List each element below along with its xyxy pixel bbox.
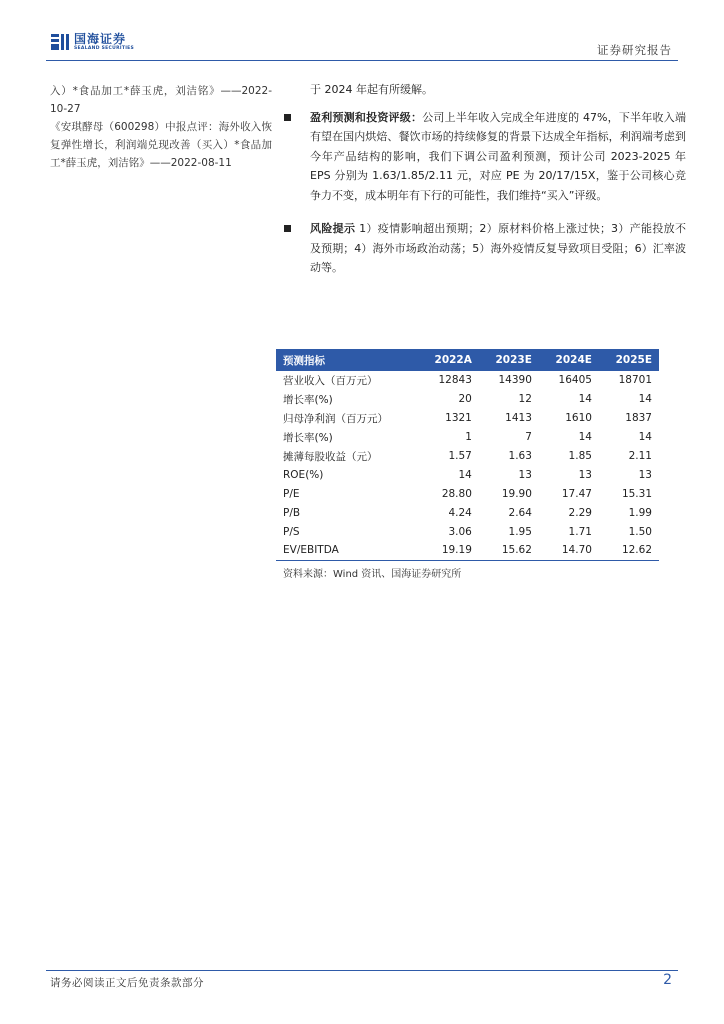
table-cell: 12843	[438, 374, 472, 387]
table-cell: 15.31	[621, 487, 652, 500]
forecast-section	[282, 108, 686, 206]
main-content	[282, 80, 686, 278]
table-cell: 7	[525, 431, 532, 444]
table-cell: 12	[518, 393, 532, 406]
table-cell: 28.80	[441, 487, 472, 500]
table-cell: 1	[465, 431, 472, 444]
related-reports	[50, 82, 272, 172]
table-cell: 1.50	[628, 525, 652, 538]
forecast-table-wrapper	[276, 349, 659, 580]
table-cell: 14	[578, 431, 592, 444]
table-row	[276, 390, 659, 409]
table-cell: 12.62	[599, 541, 659, 560]
table-row-label: P/E	[283, 487, 300, 500]
table-cell: 14.70	[539, 541, 599, 560]
table-row-label: 摊薄每股收益（元）	[283, 450, 378, 463]
table-cell: 14390	[498, 374, 532, 387]
table-cell: 13	[638, 468, 652, 481]
logo-name-en: SEALAND SECURITIES	[74, 45, 135, 51]
sealand-logo-icon	[50, 32, 70, 52]
table-cell: 2.64	[508, 506, 532, 519]
table-header-row	[276, 349, 659, 371]
table-header-cell: 预测指标	[283, 354, 325, 367]
table-header-cell: 2023E	[495, 354, 532, 366]
table-row-label: 增长率(%)	[283, 393, 333, 406]
table-row	[276, 541, 659, 560]
table-row-label: ROE(%)	[283, 468, 324, 481]
table-cell: 14	[638, 431, 652, 444]
related-report-item[interactable]: 入）*食品加工*薛玉虎，刘洁铭》——2022-10-27	[50, 85, 272, 115]
table-row-label: EV/EBITDA	[276, 541, 418, 560]
risk-title: 风险提示	[310, 222, 356, 235]
forecast-title: 盈利预测和投资评级：	[310, 110, 423, 124]
table-cell: 4.24	[448, 506, 472, 519]
table-row-label: 营业收入（百万元）	[283, 374, 378, 387]
table-cell: 14	[578, 393, 592, 406]
table-cell: 16405	[558, 374, 592, 387]
risk-text: 1）疫情影响超出预期；2）原材料价格上涨过快；3）产能投放不及预期；4）海外市场政治动荡；5）海外疫情反复导致项目受阻；6）汇率波动等。	[310, 222, 686, 274]
table-cell: 1413	[505, 412, 532, 425]
table-cell: 15.62	[479, 541, 539, 560]
table-row	[276, 371, 659, 390]
table-cell: 1.85	[568, 450, 592, 462]
continuation-paragraph: 于 2024 年起有所缓解。	[310, 83, 433, 96]
table-row-label: 增长率(%)	[283, 431, 333, 444]
table-cell: 18701	[618, 374, 652, 387]
table-cell: 13	[578, 468, 592, 481]
square-bullet-icon	[284, 225, 291, 232]
table-header-cell: 2025E	[615, 354, 652, 366]
table-header-cell: 2022A	[434, 354, 472, 366]
table-row	[276, 503, 659, 522]
table-cell: 2.11	[628, 450, 652, 462]
table-cell: 19.90	[501, 487, 532, 500]
report-type-label: 证券研究报告	[597, 43, 672, 57]
related-report-item[interactable]: 《安琪酵母（600298）中报点评：海外收入恢复弹性增长，利润端兑现改善（买入）*食品加工*薛玉虎，刘洁铭》——2022-08-11	[50, 121, 272, 169]
table-row	[276, 522, 659, 541]
table-cell: 1.57	[448, 450, 472, 462]
table-cell: 17.47	[561, 487, 592, 500]
table-cell: 13	[518, 468, 532, 481]
logo-name-cn: 国海证券	[74, 31, 127, 46]
page-number: 2	[663, 972, 672, 988]
table-cell: 14	[458, 468, 472, 481]
table-cell: 1.95	[508, 525, 532, 538]
table-cell: 14	[638, 393, 652, 406]
table-cell: 1.71	[568, 525, 592, 538]
table-row	[276, 465, 659, 484]
forecast-table	[276, 349, 659, 561]
table-row	[276, 447, 659, 466]
header-divider	[46, 60, 678, 61]
table-cell: 1.99	[628, 506, 652, 519]
table-row-label: P/B	[283, 506, 301, 519]
table-row-label: 归母净利润（百万元）	[283, 412, 388, 425]
page-header	[0, 0, 724, 62]
footer-disclaimer: 请务必阅读正文后免责条款部分	[50, 977, 204, 989]
table-cell: 2.29	[568, 506, 592, 519]
table-cell: 20	[458, 393, 472, 406]
table-row-label: P/S	[283, 525, 300, 538]
table-cell: 1837	[625, 412, 652, 425]
footer-divider	[46, 970, 678, 971]
table-cell: 1.63	[508, 450, 532, 462]
table-cell: 3.06	[448, 525, 472, 538]
table-row	[276, 484, 659, 503]
square-bullet-icon	[284, 114, 291, 121]
forecast-text: 公司上半年收入完成全年进度的 47%，下半年收入端有望在国内烘焙、餐饮市场的持续修复的背景下达成全年指标，利润端考虑到今年产品结构的影响，我们下调公司盈利预测，预计公司 2023-2025 年 EPS 分别为 1.63/1.85/2.11 元，对应 PE 为 20/17/15X，鉴于公司核心竞争力不变，成本明年有下行的可能性，我们维持“买入”评级。	[310, 110, 686, 202]
table-cell: 19.19	[418, 541, 479, 560]
risk-section	[282, 219, 686, 278]
table-header-cell: 2024E	[555, 354, 592, 366]
table-source-note: 资料来源：Wind 资讯、国海证券研究所	[283, 568, 462, 580]
table-row	[276, 428, 659, 447]
table-row	[276, 409, 659, 428]
table-cell: 1610	[565, 412, 592, 425]
table-cell: 1321	[445, 412, 472, 425]
company-logo	[50, 30, 134, 54]
